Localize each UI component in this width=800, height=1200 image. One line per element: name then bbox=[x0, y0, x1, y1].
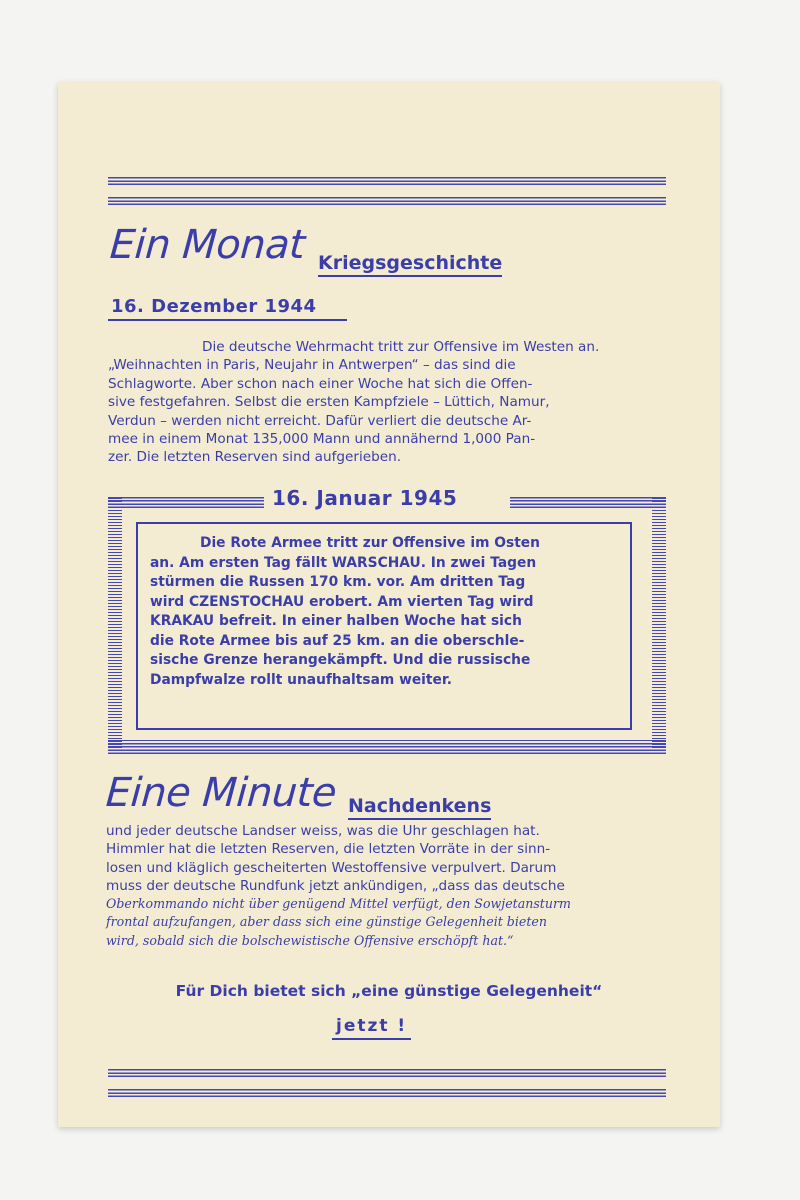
section2-line: sische Grenze herangekämpft. Und die russische bbox=[150, 652, 531, 668]
section3-quote-line: Oberkommando nicht über genügend Mittel verfügt, den Sowjetansturm bbox=[106, 896, 571, 911]
section1-line: Die deutsche Wehrmacht tritt zur Offensive im Westen an. bbox=[202, 339, 600, 355]
section1-body bbox=[108, 338, 664, 467]
section2-body bbox=[150, 534, 618, 690]
box-right-hatch bbox=[652, 496, 666, 754]
section2-date: 16. Januar 1945 bbox=[272, 486, 458, 510]
section1-title: Ein Monat bbox=[108, 222, 307, 268]
section3-line: Himmler hat die letzten Reserven, die letzten Vorräte in der sinn- bbox=[106, 841, 551, 858]
section1-line: „Weihnachten in Paris, Neujahr in Antwerpen“ – das sind die bbox=[108, 357, 516, 374]
section1-date: 16. Dezember 1944 bbox=[108, 296, 347, 321]
section1-line: Schlagworte. Aber schon nach einer Woche hat sich die Offen- bbox=[108, 375, 533, 392]
box-bottom-hatch bbox=[108, 740, 666, 754]
section3-line: muss der deutsche Rundfunk jetzt ankündigen, „dass das deutsche bbox=[106, 878, 565, 895]
section3-quote-line: wird, sobald sich die bolschewistische Offensive erschöpft hat.“ bbox=[106, 932, 514, 948]
section2-line: KRAKAU befreit. In einer halben Woche hat sich bbox=[150, 613, 522, 629]
section3-quote-line: frontal aufzufangen, aber dass sich eine günstige Gelegenheit bieten bbox=[106, 914, 547, 930]
section2-line: stürmen die Russen 170 km. vor. Am dritten Tag bbox=[150, 574, 526, 590]
box-top-hatch-left bbox=[108, 496, 264, 508]
section1-line: zer. Die letzten Reserven sind aufgerieben. bbox=[108, 449, 402, 466]
section2-line: Die Rote Armee tritt zur Offensive im Osten bbox=[200, 535, 540, 551]
section2-line: an. Am ersten Tag fällt WARSCHAU. In zwei Tagen bbox=[150, 554, 537, 571]
section1-line: mee in einem Monat 135,000 Mann und annähernd 1,000 Pan- bbox=[108, 431, 536, 448]
section3-body bbox=[106, 822, 662, 896]
section3-title: Eine Minute bbox=[104, 770, 338, 816]
bottom-rule-band bbox=[108, 1068, 666, 1077]
section1-line: Verdun – werden nicht erreicht. Dafür verliert die deutsche Ar- bbox=[108, 412, 532, 429]
section1-subtitle: Kriegsgeschichte bbox=[318, 252, 502, 277]
section2-line: die Rote Armee bis auf 25 km. an die oberschle- bbox=[150, 632, 525, 649]
final-word: jetzt ! bbox=[332, 1016, 411, 1040]
section2-line: wird CZENSTOCHAU erobert. Am vierten Tag wird bbox=[150, 593, 534, 610]
section3-line: und jeder deutsche Landser weiss, was die Uhr geschlagen hat. bbox=[106, 823, 540, 839]
top-rule-band-2 bbox=[108, 196, 666, 205]
top-rule-band bbox=[108, 176, 666, 185]
section1-line: sive festgefahren. Selbst die ersten Kampfziele – Lüttich, Namur, bbox=[108, 394, 550, 411]
box-top-hatch-right bbox=[510, 496, 666, 508]
box-left-hatch bbox=[108, 496, 122, 754]
callout-line: Für Dich bietet sich „eine günstige Gelegenheit“ bbox=[175, 982, 603, 1000]
section3-line: losen und kläglich gescheiterten Westoffensive verpulvert. Darum bbox=[106, 859, 557, 876]
section2-line: Dampfwalze rollt unaufhaltsam weiter. bbox=[150, 671, 452, 688]
section3-subtitle: Nachdenkens bbox=[348, 795, 491, 820]
bottom-rule-band-2 bbox=[108, 1088, 666, 1097]
section3-quote bbox=[106, 895, 662, 950]
